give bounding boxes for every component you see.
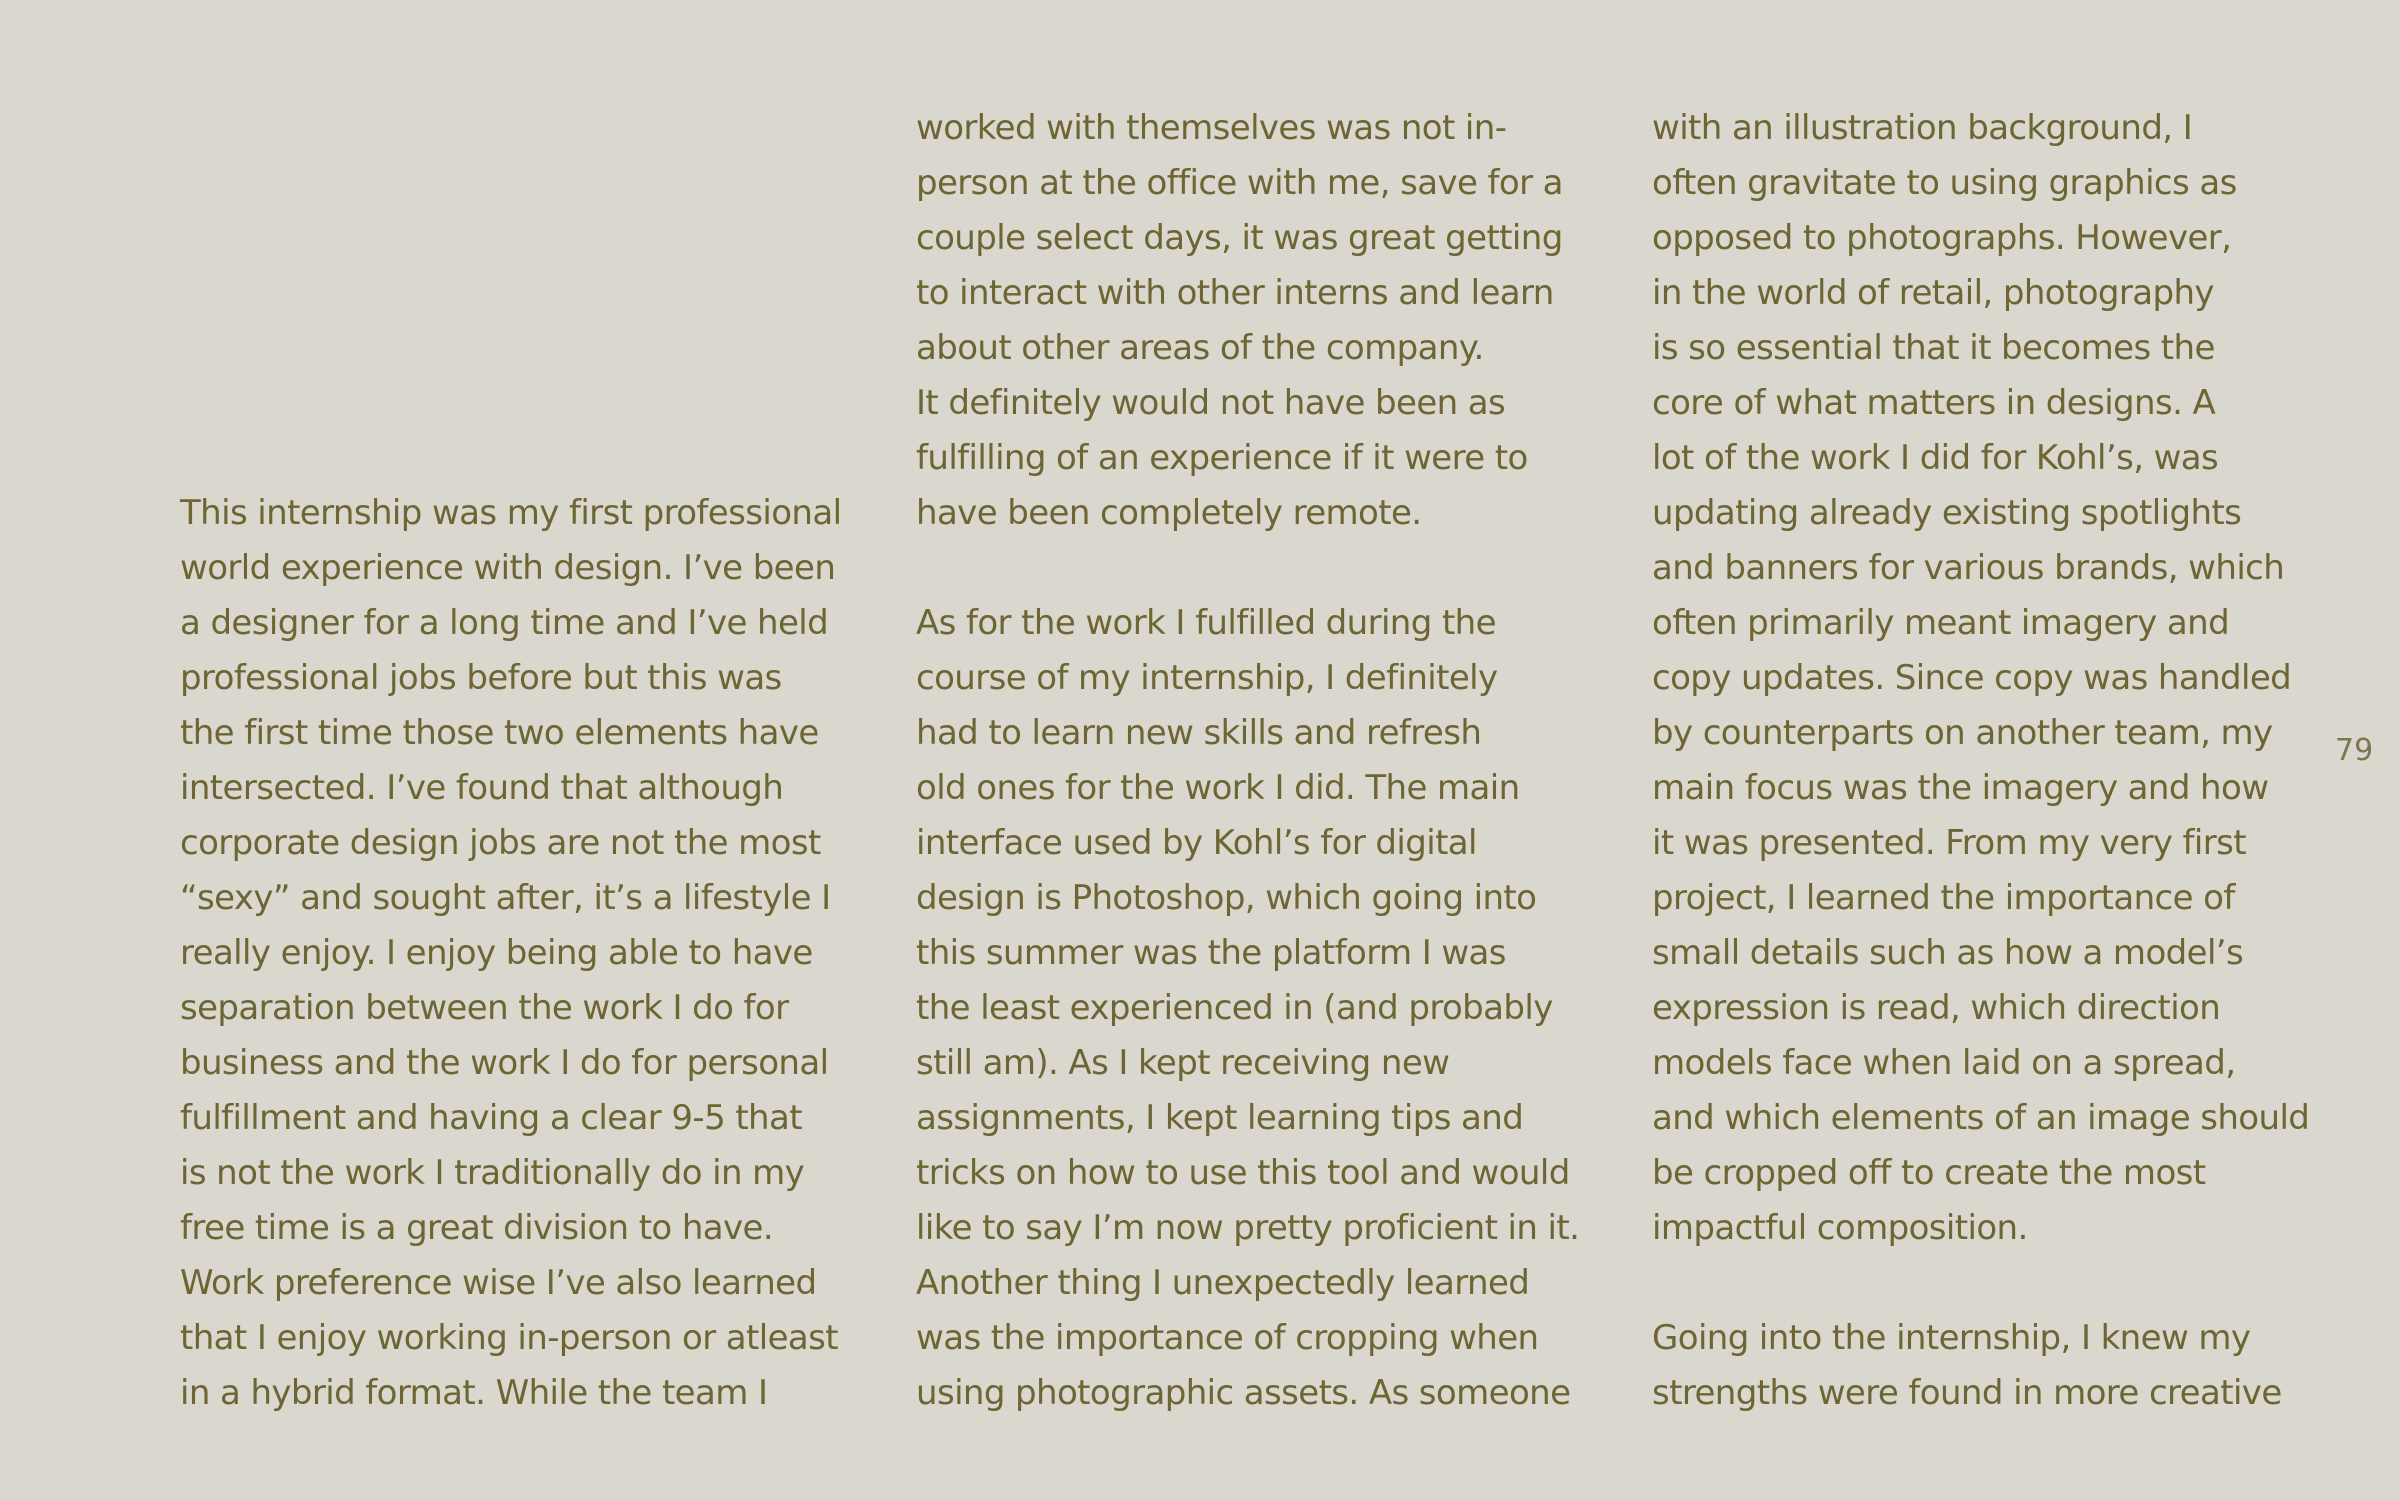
text-line: world experience with design. I’ve been xyxy=(180,548,836,588)
text-line: small details such as how a model’s xyxy=(1652,933,2244,973)
text-line: is so essential that it becomes the xyxy=(1652,328,2215,368)
text-line: and banners for various brands, which xyxy=(1652,548,2285,588)
text-line: really enjoy. I enjoy being able to have xyxy=(180,933,813,973)
text-line: As for the work I fulfilled during the xyxy=(916,603,1496,643)
text-line: had to learn new skills and refresh xyxy=(916,713,1482,753)
text-line: like to say I’m now pretty proficient in it. xyxy=(916,1208,1580,1248)
paragraph-break xyxy=(1652,1256,2292,1311)
text-line: in the world of retail, photography xyxy=(1652,273,2214,313)
text-line: by counterparts on another team, my xyxy=(1652,713,2273,753)
text-line: the least experienced in (and probably xyxy=(916,988,1553,1028)
text-line: often gravitate to using graphics as xyxy=(1652,163,2237,203)
text-line: couple select days, it was great getting xyxy=(916,218,1563,258)
text-line: Another thing I unexpectedly learned xyxy=(916,1263,1530,1303)
text-line: this summer was the platform I was xyxy=(916,933,1506,973)
text-column-2 xyxy=(916,101,1580,1421)
text-line: and which elements of an image should xyxy=(1652,1098,2310,1138)
text-line: models face when laid on a spread, xyxy=(1652,1043,2236,1083)
text-line: be cropped off to create the most xyxy=(1652,1153,2206,1193)
text-line: expression is read, which direction xyxy=(1652,988,2221,1028)
text-line: impactful composition. xyxy=(1652,1208,2028,1248)
text-line: using photographic assets. As someone xyxy=(916,1373,1571,1413)
text-line: course of my internship, I definitely xyxy=(916,658,1498,698)
text-line: Work preference wise I’ve also learned xyxy=(180,1263,817,1303)
text-line: strengths were found in more creative xyxy=(1652,1373,2282,1413)
text-line: professional jobs before but this was xyxy=(180,658,782,698)
text-line: tricks on how to use this tool and would xyxy=(916,1153,1570,1193)
text-line: fulfilling of an experience if it were to xyxy=(916,438,1528,478)
text-line: fulfillment and having a clear 9-5 that xyxy=(180,1098,802,1138)
text-line: project, I learned the importance of xyxy=(1652,878,2235,918)
text-line: lot of the work I did for Kohl’s, was xyxy=(1652,438,2219,478)
text-line: This internship was my first professional xyxy=(180,493,842,533)
text-line: it was presented. From my very first xyxy=(1652,823,2246,863)
text-line: still am). As I kept receiving new xyxy=(916,1043,1450,1083)
text-line: opposed to photographs. However, xyxy=(1652,218,2232,258)
text-line: intersected. I’ve found that although xyxy=(180,768,784,808)
text-line: main focus was the imagery and how xyxy=(1652,768,2269,808)
text-line: often primarily meant imagery and xyxy=(1652,603,2230,643)
text-line: a designer for a long time and I’ve held xyxy=(180,603,829,643)
text-line: old ones for the work I did. The main xyxy=(916,768,1520,808)
text-line: person at the office with me, save for a xyxy=(916,163,1563,203)
page-number: 79 xyxy=(2335,733,2374,768)
text-column-1 xyxy=(180,486,842,1421)
text-line: with an illustration background, I xyxy=(1652,108,2193,148)
text-line: Going into the internship, I knew my xyxy=(1652,1318,2251,1358)
text-line: to interact with other interns and learn xyxy=(916,273,1554,313)
text-line: free time is a great division to have. xyxy=(180,1208,774,1248)
text-line: worked with themselves was not in- xyxy=(916,108,1507,148)
text-line: is not the work I traditionally do in my xyxy=(180,1153,805,1193)
text-line: separation between the work I do for xyxy=(180,988,789,1028)
text-line: the first time those two elements have xyxy=(180,713,819,753)
text-line: core of what matters in designs. A xyxy=(1652,383,2216,423)
text-line: interface used by Kohl’s for digital xyxy=(916,823,1477,863)
text-line: corporate design jobs are not the most xyxy=(180,823,821,863)
text-line: was the importance of cropping when xyxy=(916,1318,1539,1358)
text-line: design is Photoshop, which going into xyxy=(916,878,1537,918)
text-line: copy updates. Since copy was handled xyxy=(1652,658,2292,698)
paragraph-break xyxy=(916,541,1556,596)
text-line: It definitely would not have been as xyxy=(916,383,1506,423)
text-line: assignments, I kept learning tips and xyxy=(916,1098,1524,1138)
text-line: about other areas of the company. xyxy=(916,328,1484,368)
text-line: have been completely remote. xyxy=(916,493,1422,533)
text-column-3 xyxy=(1652,101,2310,1421)
text-line: business and the work I do for personal xyxy=(180,1043,829,1083)
text-line: that I enjoy working in-person or atleast xyxy=(180,1318,839,1358)
text-line: updating already existing spotlights xyxy=(1652,493,2242,533)
text-line: in a hybrid format. While the team I xyxy=(180,1373,768,1413)
text-line: “sexy” and sought after, it’s a lifestyle I xyxy=(180,878,831,918)
